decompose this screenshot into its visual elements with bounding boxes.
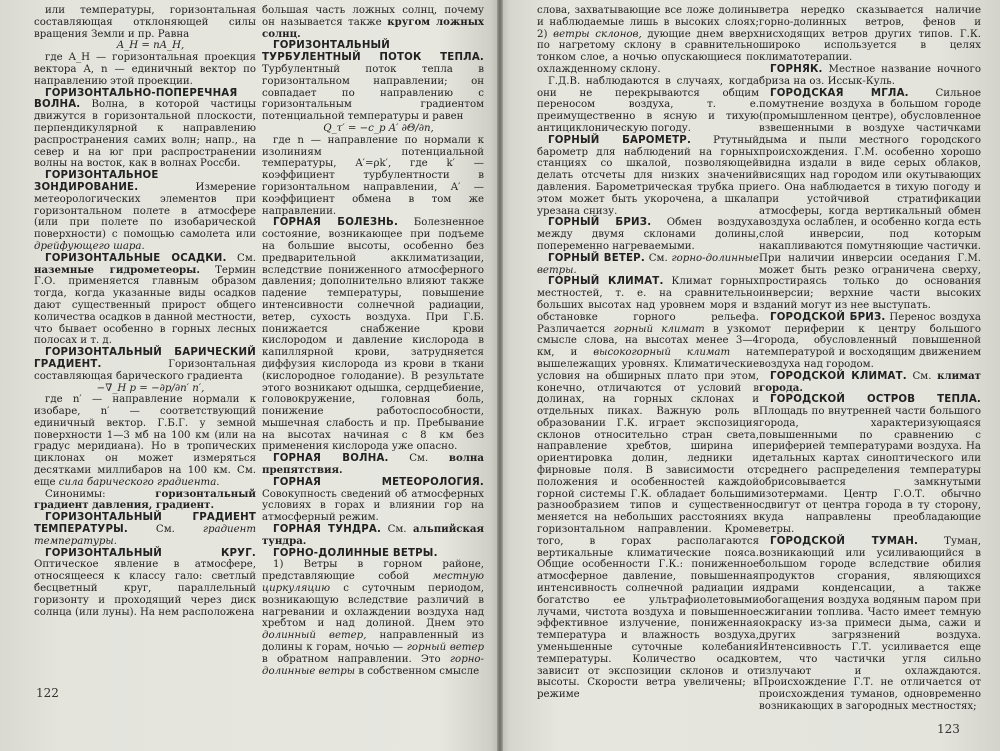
entry-heading: ГОРНАЯ МЕТЕОРОЛОГИЯ.: [273, 476, 484, 488]
entry: [262, 524, 484, 548]
entry-text: Климат горных местностей, т. е. на сравнительно больших высотах над уровнем моря и в обстановке горного рельефа. Различается: [537, 276, 759, 335]
paragraph: [262, 5, 484, 40]
left-column-2: [262, 5, 484, 705]
entry-text: 1) Ветры в горном районе, представляющие собой: [262, 559, 484, 583]
entry-heading: ГОРНЫЙ БРИЗ.: [548, 217, 652, 229]
entry: [759, 394, 981, 536]
paragraph: где n — направление по нормали к изолиниям потенциальной температуры, A′=ρk′, где k′ — коэффициент турбулентности в горизонтальном направлении, A′ — коэффициент обмена в том же направлении.: [262, 134, 484, 217]
term: горный климат: [613, 323, 705, 335]
entry-heading: ГОРОДСКОЙ ТУМАН.: [770, 535, 919, 547]
entry-text: направленный из долины к горам, ночью —: [262, 630, 484, 654]
right-page: [503, 0, 1000, 751]
entry-text: Турбулентный поток тепла в горизонтальном направлении; он совпадает по направлению с горизонтальным градиентом потенциальной температуры и равен: [262, 63, 484, 123]
entry: [34, 548, 256, 619]
entry-text: Туман, возникающий или усиливающийся в большом городе вследствие обилия продуктов сгорания, являющихся ядрами конденсации, а также обогащения воздуха водяным паром при сжигании топлива. Часто имеет темную окраску из-за примеси дыма, сажи и других загрязнений воздуха. Интенсивность Г.Т. усиливается еще тем, что частички угля сильно излучают и охлаждаются. Происхождение Г.Т. не отличается от происхождения туманов, одновременно возникающих в загородных местностях;: [759, 535, 981, 713]
cross-reference: дрейфующего шара.: [34, 240, 145, 252]
entry-heading: ГОРНЫЙ КЛИМАТ.: [548, 276, 664, 288]
entry-text: дующие днем вверх по нагретому склону в сравнительно тонком слое, а ночью опускающиеся по охлажденному склону.: [537, 28, 759, 75]
entry: [34, 253, 256, 347]
formula: −∇_H p = −∂p/∂n′ n′,: [96, 382, 205, 394]
entry-text: где n′ — направление нормали к изобаре, n′ — соответствующий единичный вектор. Г.Б.Г. у земной поверхности 1—3 мб на 100 км (или на градус меридиана). Но в тропических циклонах он может измеряться десятками миллибаров на 100 км. См. еще: [34, 394, 256, 488]
entry-heading: ГОРИЗОНТАЛЬНЫЙ БАРИЧЕСКИЙ ГРАДИЕНТ.: [34, 347, 256, 370]
entry-heading: ГОРИЗОНТАЛЬНЫЕ ОСАДКИ.: [45, 252, 227, 264]
entry-text: слова, захватывающие все ложе долины и наблюдаемые лишь в высоких слоях; 2): [537, 5, 759, 40]
entry-heading: ГОРОДСКАЯ МГЛА.: [770, 87, 909, 99]
entry: [262, 477, 484, 524]
entry-text: Болезненное состояние, возникающее при подъеме на большие высоты, особенно без предварительной акклиматизации, вследствие пониженного атмосферного давления; дополнительно влияют также падение температуры, повышение интенсивности солнечной радиации, ветер, сухость воздуха. При Г.Б. понижается снабжение крови кислородом и давление кислорода в капиллярной крови, затрудняется диффузия кислорода из крови в ткани (кислородное голодание). В результате этого возникают одышка, сердцебиение, головокружение, головная боль, понижение работоспособности, мышечная слабость и пр. Пребывание на высотах начиная с 8 км без применения кислорода уже опасно.: [262, 217, 484, 453]
entry-text: Горизонтальная составляющая барического градиента: [34, 358, 256, 382]
entry: [759, 371, 981, 395]
entry: [262, 453, 484, 477]
right-column-1: [537, 5, 759, 705]
entry-heading: ГОРНО-ДОЛИННЫЕ ВЕТРЫ.: [273, 547, 438, 559]
entry-text: См.: [155, 524, 175, 536]
entry: [759, 312, 981, 371]
entry: [262, 548, 484, 560]
paragraph: [34, 489, 256, 513]
entry-text: См.: [409, 453, 429, 465]
entry: [759, 536, 981, 713]
entry-text: Измерение метеорологических элементов при горизонтальном полете в атмосфере (или при полете по изобарической поверхности) с помощью самолета или: [34, 181, 256, 241]
entry-text: См.: [387, 524, 407, 536]
entry: [262, 217, 484, 453]
entry: [537, 217, 759, 252]
term: горно-долинные ветры: [262, 653, 484, 677]
entry-text: Сильное помутнение воздуха в большом городе (промышленном центре), обусловленное взвешенными в воздухе частичками дыма и пыли местного городского происхождения. Г.М. особенно хорошо видна издали в виде серых облаков, висящих над городом или окутывающих его. Она наблюдается в тихую погоду и при устойчивой стратификации атмосферы, когда вертикальный обмен воздуха ослаблен, и особенно когда есть слой инверсии, под которым накапливаются помутняющие частички. При наличии инверсии оседания Г.М. может быть резко ограничена сверху, простираясь только до основания инверсии; верхние части высоких зданий могут из нее выступать.: [759, 87, 981, 311]
entry: [537, 276, 759, 701]
entry-text: Площадь по внутренней части большого города, характеризующаяся повышенными по сравнению с периферией температурами воздуха. На детальных картах синоптического или среднего распределения температуры обрисовывается замкнутыми изотермами. Центр Г.О.Т. обычно сдвигут от центра города в ту сторону, куда направлены преобладающие ветры.: [759, 406, 981, 536]
entry-text: Термин Г.О. применяется главным образом тогда, когда указанные виды осадков дают существенный прирост общего количества осадков в данной местности, что бывает особенно в горных лесных полосах и т. д.: [34, 264, 256, 347]
entry-text: Перенос воздуха от периферии к центру большого города, обусловленный повышенной температурой и восходящим движением воздуха над городом.: [759, 311, 981, 370]
formula: A_H = nA_H,: [116, 40, 185, 52]
entry-heading: ГОРНЫЙ ВЕТЕР.: [548, 252, 645, 264]
term: горный ветер: [406, 642, 484, 654]
page-number: 122: [36, 686, 59, 700]
entry-text: в обратном направлении. Это: [262, 653, 441, 665]
entry-text: Волна, в которой частицы движутся в горизонтальной плоскости, перпендикулярной к направлению распространения самих волн; напр., на север и на юг при распространении волны на восток, как в волнах Россби.: [34, 99, 256, 170]
entry: [537, 135, 759, 218]
term: ветры склонов,: [553, 28, 642, 40]
page-number: 123: [937, 722, 960, 736]
paragraph: где A_H — горизонтальная проекция вектора A, n — единичный вектор по направлению этой проекции.: [34, 52, 256, 87]
left-column-1: [34, 5, 256, 705]
entry-heading: ГОРИЗОНТАЛЬНО-ПОПЕРЕЧНАЯ ВОЛНА.: [34, 87, 238, 111]
entry-heading: ГОРИЗОНТАЛЬНЫЙ ТУРБУЛЕНТНЫЙ ПОТОК ТЕПЛА.: [262, 40, 484, 64]
entry-text: См.: [912, 370, 932, 382]
entry: [759, 64, 981, 88]
entry: [34, 170, 256, 253]
entry: [759, 88, 981, 312]
entry-heading: ГОРИЗОНТАЛЬНОЕ ЗОНДИРОВАНИЕ.: [34, 170, 159, 193]
cross-reference: климат города.: [759, 369, 981, 394]
entry-text: См.: [648, 252, 668, 264]
cross-reference: градиент температуры.: [34, 524, 256, 547]
entry-text: Местное название ночного бриза на оз. Иссык-Куль.: [759, 63, 981, 87]
paragraph: или температуры, горизонтальная составляющая отклоняющей силы вращения Земли и пр. Равна: [34, 5, 256, 40]
entry-text: большая часть ложных солнц, почему он называется также: [262, 5, 484, 28]
entry-text: с суточным периодом, возникающую вследствие различий в нагревании и охлаждении воздуха над хребтом и над долиной. Днем это: [262, 583, 484, 630]
entry-heading: ГОРНАЯ БОЛЕЗНЬ.: [273, 217, 399, 229]
term: долинный ветер,: [262, 630, 367, 642]
left-page: [0, 0, 497, 751]
paragraph: [262, 559, 484, 677]
paragraph: ветра нередко сказывается наличие горно-долинных ветров, фенов и нисходящих ветров других типов. Г.К. широко используется в целях климатотерапии.: [759, 5, 981, 64]
cross-reference: волна препятствия.: [262, 452, 484, 477]
entry-heading: ГОРНАЯ ВОЛНА.: [273, 453, 389, 465]
entry: [537, 253, 759, 277]
entry-text: Оптическое явление в атмосфере, относящееся к классу гало: светлый бесцветный круг, параллельный горизонту и проходящий через диск солнца (или луны). На нем расположена: [34, 559, 256, 618]
entry-heading: ГОРОДСКОЙ КЛИМАТ.: [770, 370, 907, 382]
term: высокогорный климат: [593, 347, 731, 359]
entry-text: Ртутный барометр для наблюдений на горных станциях со шкалой, позволяющей делать отсчеты для низких значений давления. Барометрическая трубка при этом может быть укорочена, а шкала урезана снизу.: [537, 134, 759, 217]
entry: [262, 40, 484, 123]
entry: [34, 512, 256, 547]
paragraph: [537, 5, 759, 76]
entry-heading: ГОРИЗОНТАЛЬНЫЙ ГРАДИЕНТ ТЕМПЕРАТУРЫ.: [34, 512, 256, 536]
entry-heading: ГОРНАЯ ТУНДРА.: [273, 524, 382, 536]
cross-reference: горизонтальный градиент давления, градиент.: [34, 487, 256, 512]
cross-reference: альпийская тундра.: [262, 523, 484, 547]
entry-heading: ГОРОДСКОЙ БРИЗ.: [770, 311, 886, 323]
entry-text: Синонимы:: [45, 488, 106, 500]
entry-text: См.: [237, 252, 256, 264]
entry-heading: ГОРНЫЙ БАРОМЕТР.: [548, 134, 692, 146]
paragraph: [34, 394, 256, 488]
entry-heading: ГОРНЯК.: [770, 63, 823, 75]
cross-reference: горно-долинные ветры.: [537, 252, 759, 276]
paragraph: Г.Д.В. наблюдаются в случаях, когда они не перекрываются общим переносом воздуха, т. е. преимущественно в ясную и тихую антициклоническую погоду.: [537, 75, 759, 134]
cross-reference: наземные гидрометеоры.: [34, 263, 200, 276]
entry-text: на вышележащих уровнях. Климатические условия на обширных плато при этом, конечно, отличаются от условий в долинах, на горных склонах и отдельных пиках. Важную роль в образовании Г.К. играет экспозиция склонов относительно стран света, направление хребтов, ширина и ориентировка долин, ледники и фирновые поля. В зависимости от положения и особенностей каждой горной системы Г.К. обладает большим разнообразием типов и существенно меняется на небольших расстояниях в горизонтальном направлении. Кроме того, в горах располагаются вертикальные климатические пояса. Общие особенности Г.К.: пониженное атмосферное давление, повышенная интенсивность солнечной радиации и богатство ее ультрафиолетовыми лучами, чистота воздуха и повышенное эффективное излучение, пониженная температура и влажность воздуха, уменьшенные суточные колебания температуры. Количество осадков зависит от экспозиции склонов и от высоты. Скорости ветра увеличены; в режиме: [537, 347, 759, 701]
entry-text: Совокупность сведений об атмосферных условиях в горах и влиянии гор на атмосферный режим.: [262, 488, 484, 524]
cross-reference: сила барического градиента.: [58, 476, 220, 488]
cross-reference: кругом ложных солнц.: [262, 15, 484, 40]
entry-text: в узком смысле слова, на высотах менее 3—4 км, и: [537, 323, 759, 359]
term: местную циркуляцию: [262, 571, 484, 595]
entry-heading: ГОРОДСКОЙ ОСТРОВ ТЕПЛА.: [770, 394, 981, 406]
entry-text: в собственном смысле: [358, 665, 480, 677]
entry: [34, 347, 256, 382]
entry-heading: ГОРИЗОНТАЛЬНЫЙ КРУГ.: [45, 547, 256, 559]
entry-text: Обмен воздуха между двумя склонами долины, попеременно нагреваемыми.: [537, 217, 759, 252]
right-column-2: [759, 5, 981, 713]
formula: Q_τ′ = −c_p A′ ∂Θ/∂n,: [323, 122, 434, 134]
entry: [34, 88, 256, 171]
